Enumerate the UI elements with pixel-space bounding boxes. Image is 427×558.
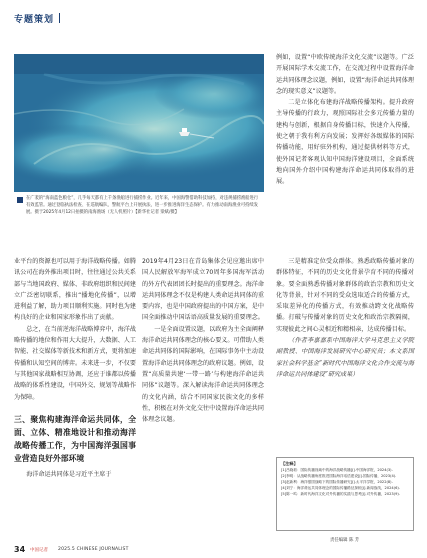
- paragraph: 二是立体化布建海洋战略传播架构。提升政府主导传播的行政力，观照国际社会多元传播力量的建构与创新，根据自身传播目标，快速介入传播，使之朝于我有利方向发展；发挥好各级媒体的国际传播功能，用好驻外机构，通过提供材料等方式，使外国记者客观认知中国海洋建设项目，全面系统地向国外介绍中国构建海洋命运共同体取得的进展。: [276, 99, 414, 186]
- photo-illustration: [14, 54, 264, 192]
- paragraph: 2019年4月23日在青岛集体会见应邀出席中国人民解放军海军成立70周年多国海军活动的外方代表团团长时提出的重要理念。海洋命运共同体理念不仅是构建人类命运共同体的重要内容，也是中国政府提出的中国方案，是中国全面推动中国话语高质量发展的重要理念。: [142, 258, 264, 322]
- paragraph: 三是精准定位受众群体。熟悉政略传播对象的群体特征，不同的历史文化背景孕育不同的传播对象。要全面熟悉传播对象群体的政治宗教和历史文化等背景，针对不同的受众选取适合的传播方式，采取差异化的传播方式，有效推动跨文化战略传播。打破与传播对象的历史文化和政治宗教隔阂，实现彼此之间心灵相近和精相亲，达成传播目标。: [276, 258, 414, 333]
- references-title: 【注释】: [281, 461, 298, 466]
- caption-marker-icon: [17, 197, 23, 203]
- column-c: [276, 256, 414, 380]
- page-number: 34: [14, 545, 26, 554]
- paragraph: 业平台的资源也可以用于海洋战略传播。如腾讯公司在海外推出项目时，往往通过公共关系部与当地国政府、媒体、非政府组织和民间建立广泛密切联系，推出“播地化传播”，以增进利益了解，助力项目顺利实施。同时也为建构良好的企业和国家形象作出了贡献。: [14, 258, 136, 322]
- issue-label: 2025.5 CHINESE JOURNALIST: [58, 547, 129, 552]
- caption-text: 在广袤的“海南蓝色粮仓”，几乎每天都有上千条渔船进行捕捞作业。近年来，中国海警借助科技加持，对违规捕捞渔船进行有效监管。通过登临执法检查、在巡航编队、警航平台上开展执法，进一步推进海洋生态保护。有力推动南海渔业可持续发展。摄于2025年4月12日拍摄的南海渔场（无人机照片）【新华社记者 梁斌/摄】: [26, 196, 259, 215]
- paragraph: 总之，在当前逆海洋战略博弈中，海洋战略传播的地位和作用大大提升，大数据、人工智能、社交媒体等新技术和新方式，更将加速传播和认知空间的博弈。未来进一步，不仅要与其他国家战略相互协调，还应于谁都以传播战略的体系性建设，中国外交、规划等战略作为保障。: [14, 325, 136, 401]
- references-box: [276, 457, 414, 531]
- column-b: [142, 256, 264, 425]
- magazine-logo: 中国记者: [30, 548, 48, 553]
- paragraph: 例如，设置“中欧传统海洋文化交流”议题等。广泛开展国际学术交流工作，在交流过程中设置海洋命运共同体理念议题，例如，设置“海洋命运共同体理念的现实意义”议题等。: [276, 54, 414, 95]
- column-a: [14, 256, 136, 480]
- paragraph: 海洋命运共同体是习近平主席于: [26, 470, 112, 478]
- section-heading: 三、聚焦构建海洋命运共同体，全面、立体、精准地设计和推动海洋战略传播工作，为中国海洋强国事业营造良好外部环境: [14, 414, 136, 463]
- responsible-editor: 责任编辑 陈 芳: [330, 538, 360, 543]
- reference-item: [5]陈一鸣：新时代海洋文化对外传播的实践与思考[J].对外传播，2023(9).: [281, 492, 400, 496]
- reference-item: [4]刘宁：海洋命运共同体理念的国际传播路径探析[J].新闻战线，2024(6).: [281, 486, 400, 490]
- page-footer: [0, 541, 427, 558]
- author-note: （作者李嘉嘉系中国海洋大学马克思主义学院副教授、中国海洋发展研究中心研究员；本文系国家社会科学基金“新时代中国海洋文化合作交流与海洋命运共同体建设”研究成果）: [276, 337, 414, 378]
- section-label: 专题策划: [14, 12, 54, 25]
- reference-item: [2]李明：从战略传播角度推进国际海洋话语建设[J].国际传播，2023(4).: [281, 474, 397, 478]
- page-header: [0, 0, 427, 36]
- reference-item: [3]赵新利：海洋强国战略下的国际传播研究[J].太平洋学报，2022(8).: [281, 480, 393, 484]
- paragraph: 一是全面设置议题，以政府为主全面阐释海洋命运共同体理念的核心要义。可借助人类命运共同体的国际影响，在国际事务中主动设置海洋命运共同体理念的政府议题。例如，设置“高质量共建‘一带一路’与构建海洋命运共同体”议题等。深入解读海洋命运共同体理念的文化内涵，结合不同国家民族文化的多样性，积极在对外文化交往中设置海洋命运共同体理念议题。: [142, 325, 264, 424]
- photo-caption: [14, 192, 264, 232]
- right-column-top: [276, 52, 414, 188]
- reference-item: [1]吕晓莉：国际传播视域中的海洋战略传播[J].中国海洋报，2024(3).: [281, 468, 393, 472]
- reef-aerial-photo: [14, 54, 264, 192]
